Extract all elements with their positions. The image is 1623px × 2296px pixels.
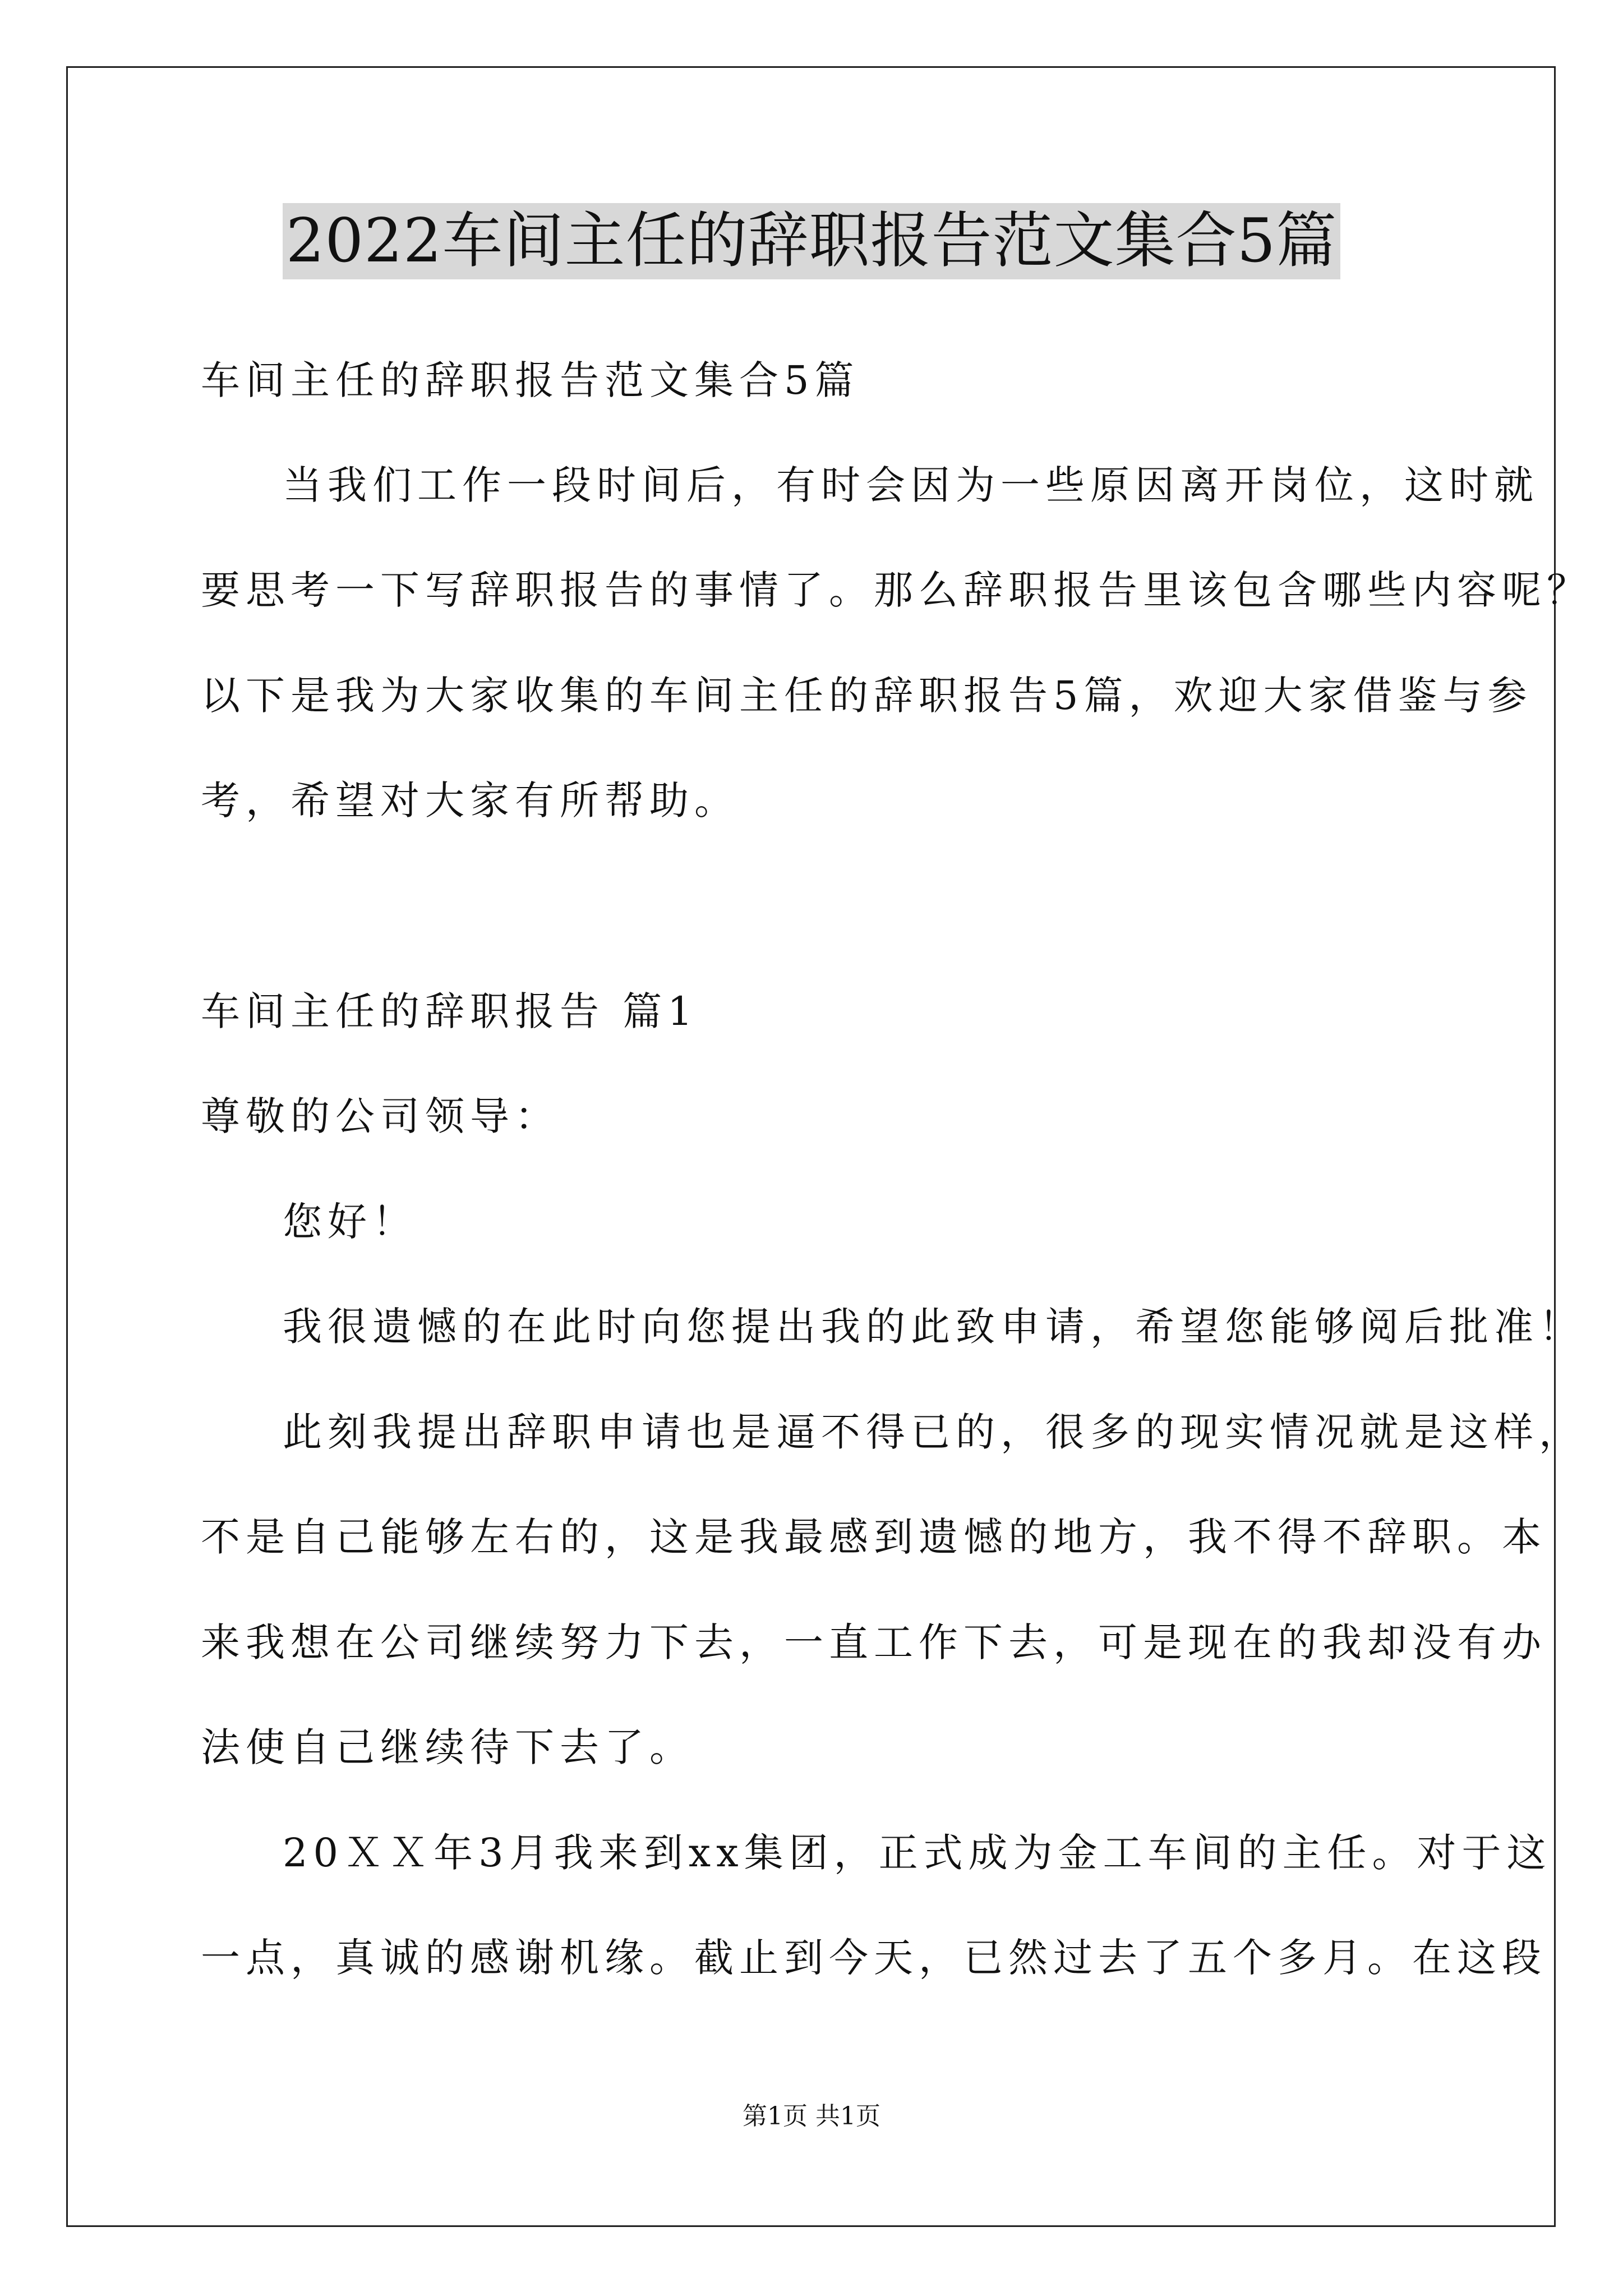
paragraph-line: 我很遗憾的在此时向您提出我的此致申请，希望您能够阅后批准！ (283, 1304, 1584, 1350)
paragraph-line: 法使自己继续待下去了。 (201, 1724, 694, 1770)
greeting: 您好！ (283, 1199, 417, 1245)
title-container (0, 203, 1623, 279)
page-number: 第1页 共1页 (743, 2102, 880, 2131)
paragraph-line: 此刻我提出辞职申请也是逼不得已的，很多的现实情况就是这样， (283, 1409, 1584, 1455)
paragraph-line: 一点，真诚的感谢机缘。截止到今天，已然过去了五个多月。在这段 (201, 1935, 1547, 1981)
salutation: 尊敬的公司领导： (201, 1093, 560, 1139)
paragraph-line: 不是自己能够左右的，这是我最感到遗憾的地方，我不得不辞职。本 (201, 1514, 1547, 1560)
paragraph-line: 来我想在公司继续努力下去，一直工作下去，可是现在的我却没有办 (201, 1619, 1547, 1665)
paragraph-line: 要思考一下写辞职报告的事情了。那么辞职报告里该包含哪些内容呢？ (201, 567, 1592, 613)
paragraph-line: 20ＸＸ年3月我来到xx集团，正式成为金工车间的主任。对于这 (283, 1830, 1552, 1876)
paragraph-line: 当我们工作一段时间后，有时会因为一些原因离开岗位，这时就 (283, 462, 1539, 508)
paragraph-line: 考，希望对大家有所帮助。 (201, 777, 739, 823)
section-heading: 车间主任的辞职报告 篇1 (201, 988, 698, 1034)
paragraph-line: 以下是我为大家收集的车间主任的辞职报告5篇，欢迎大家借鉴与参 (201, 673, 1533, 719)
document-title: 2022车间主任的辞职报告范文集合5篇 (283, 203, 1341, 279)
subtitle-line: 车间主任的辞职报告范文集合5篇 (201, 357, 860, 403)
